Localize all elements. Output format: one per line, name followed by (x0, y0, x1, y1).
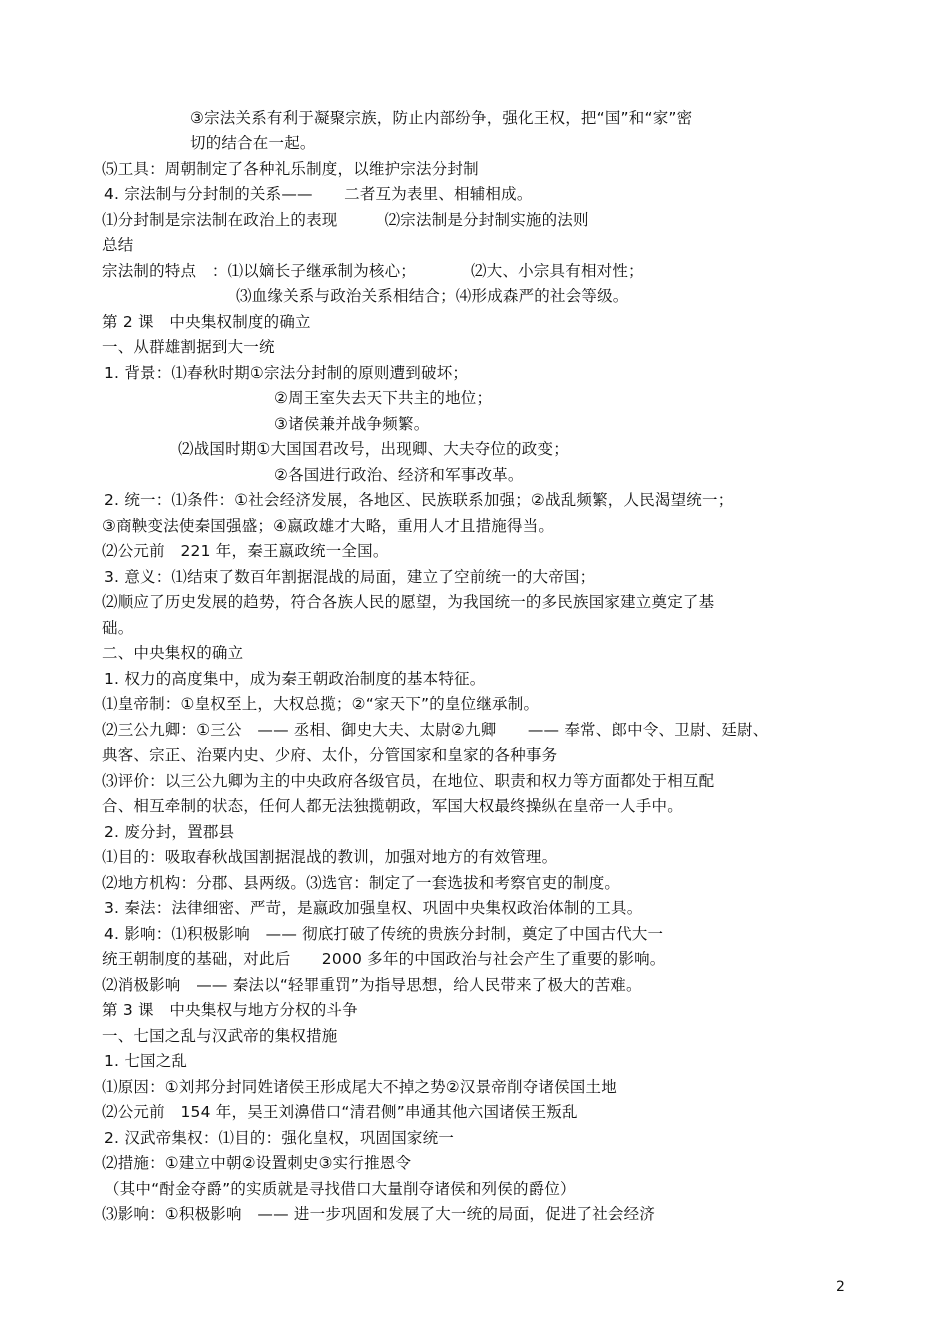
text-line-23: 1. 权力的高度集中，成为秦王朝政治制度的基本特征。 (104, 670, 486, 688)
text-line-13: ③诸侯兼并战争频繁。 (274, 415, 430, 433)
text-line-12: ②周王室失去天下共主的地位； (274, 389, 493, 407)
text-line-19: 3. 意义：⑴结束了数百年割据混战的局面，建立了空前统一的大帝国； (104, 568, 596, 586)
text-line-43: （其中“酎金夺爵”的实质就是寻找借口大量削夺诸侯和列侯的爵位） (104, 1180, 576, 1198)
text-line-29: 2. 废分封，置郡县 (104, 823, 235, 841)
text-line-37: 一、七国之乱与汉武帝的集权措施 (102, 1027, 338, 1045)
text-line-7: 宗法制的特点 ：⑴以嫡长子继承制为核心； ⑵大、小宗具有相对性； (102, 262, 644, 280)
text-line-22: 二、中央集权的确立 (102, 644, 244, 662)
text-line-27: ⑶评价：以三公九卿为主的中央政府各级官员，在地位、职责和权力等方面都处于相互配 (102, 772, 715, 790)
text-line-31: ⑵地方机构：分郡、县两级。⑶选官：制定了一套选拔和考察官吏的制度。 (102, 874, 621, 892)
text-line-10: 一、从群雄割据到大一统 (102, 338, 275, 356)
text-line-28: 合、相互牵制的状态，任何人都无法独揽朝政，军国大权最终操纵在皇帝一人手中。 (102, 797, 683, 815)
text-line-34: 统王朝制度的基础，对此后 2000 多年的中国政治与社会产生了重要的影响。 (102, 950, 666, 968)
text-line-9: 第 2 课 中央集权制度的确立 (102, 313, 311, 331)
text-line-36: 第 3 课 中央集权与地方分权的斗争 (102, 1001, 358, 1019)
text-line-25: ⑵三公九卿：①三公 —— 丞相、御史大夫、太尉②九卿 —— 奉常、郎中令、卫尉、廷尉、 (102, 721, 769, 739)
page-number: 2 (836, 1279, 845, 1295)
text-line-32: 3. 秦法：法律细密、严苛，是嬴政加强皇权、巩固中央集权政治体制的工具。 (104, 899, 643, 917)
text-line-20: ⑵顺应了历史发展的趋势，符合各族人民的愿望，为我国统一的多民族国家建立奠定了基 (102, 593, 715, 611)
text-line-5: ⑴分封制是宗法制在政治上的表现 ⑵宗法制是分封制实施的法则 (102, 211, 589, 229)
text-line-6: 总结 (102, 236, 134, 254)
text-line-40: ⑵公元前 154 年，吴王刘濞借口“清君侧”串通其他六国诸侯王叛乱 (102, 1103, 578, 1121)
text-line-33: 4. 影响：⑴积极影响 —— 彻底打破了传统的贵族分封制，奠定了中国古代大一 (104, 925, 664, 943)
text-line-2: 切的结合在一起。 (190, 134, 316, 152)
text-line-1: ③宗法关系有利于凝聚宗族，防止内部纷争，强化王权，把“国”和“家”密 (190, 109, 693, 127)
text-line-16: 2. 统一：⑴条件：①社会经济发展，各地区、民族联系加强；②战乱频繁，人民渴望统一； (104, 491, 734, 509)
text-line-11: 1. 背景：⑴春秋时期①宗法分封制的原则遭到破坏； (104, 364, 469, 382)
text-line-21: 础。 (102, 619, 134, 637)
text-line-18: ⑵公元前 221 年，秦王嬴政统一全国。 (102, 542, 389, 560)
text-line-8: ⑶血缘关系与政治关系相结合；⑷形成森严的社会等级。 (236, 287, 629, 305)
text-line-26: 典客、宗正、治粟内史、少府、太仆，分管国家和皇家的各种事务 (102, 746, 558, 764)
text-line-41: 2. 汉武帝集权：⑴目的：强化皇权，巩固国家统一 (104, 1129, 455, 1147)
text-line-42: ⑵措施：①建立中朝②设置刺史③实行推恩令 (102, 1154, 412, 1172)
text-line-30: ⑴目的：吸取春秋战国割据混战的教训，加强对地方的有效管理。 (102, 848, 558, 866)
text-line-39: ⑴原因：①刘邦分封同姓诸侯王形成尾大不掉之势②汉景帝削夺诸侯国土地 (102, 1078, 617, 1096)
text-line-4: 4. 宗法制与分封制的关系—— 二者互为表里、相辅相成。 (104, 185, 533, 203)
text-line-14: ⑵战国时期①大国国君改号，出现卿、大夫夺位的政变； (178, 440, 569, 458)
text-line-24: ⑴皇帝制：①皇权至上，大权总揽；②“家天下”的皇位继承制。 (102, 695, 540, 713)
text-line-17: ③商鞅变法使秦国强盛；④嬴政雄才大略，重用人才且措施得当。 (102, 517, 555, 535)
text-line-38: 1. 七国之乱 (104, 1052, 188, 1070)
text-line-44: ⑶影响：①积极影响 —— 进一步巩固和发展了大一统的局面，促进了社会经济 (102, 1205, 656, 1223)
text-line-15: ②各国进行政治、经济和军事改革。 (274, 466, 524, 484)
text-line-3: ⑸工具：周朝制定了各种礼乐制度，以维护宗法分封制 (102, 160, 479, 178)
text-line-35: ⑵消极影响 —— 秦法以“轻罪重罚”为指导思想，给人民带来了极大的苦难。 (102, 976, 642, 994)
